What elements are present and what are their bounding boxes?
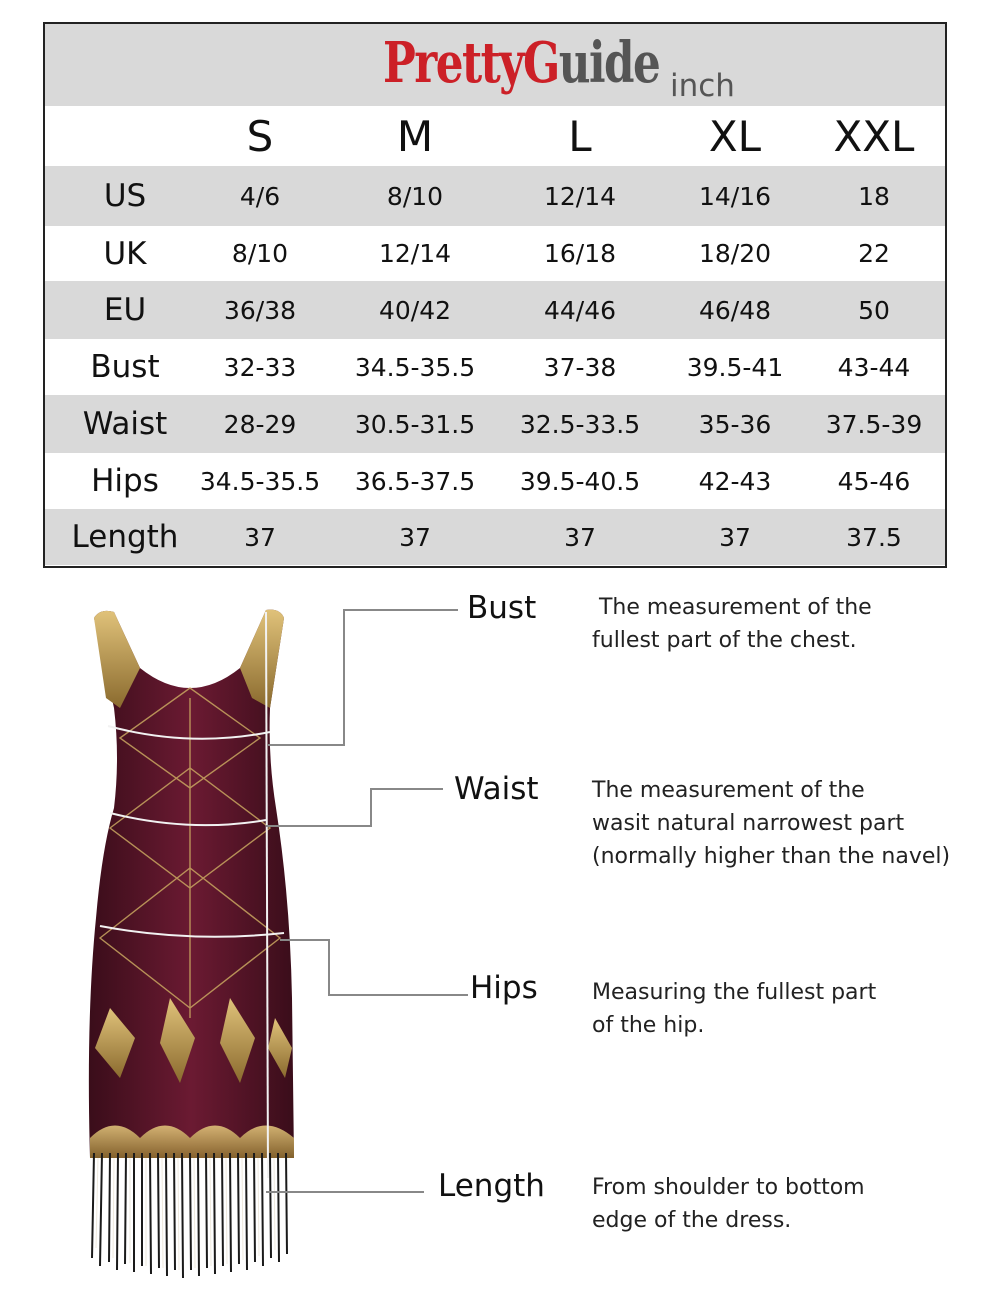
table-cell: 12/14 bbox=[543, 181, 617, 211]
table-cell: 12/14 bbox=[378, 239, 452, 268]
table-cell: 32.5-33.5 bbox=[519, 409, 641, 439]
hips-label: Hips bbox=[470, 970, 538, 1006]
table-cell: 34.5-35.5 bbox=[199, 466, 321, 496]
logo-uide: uide bbox=[558, 30, 660, 96]
table-cell: 14/16 bbox=[698, 181, 772, 211]
table-cell: 36/38 bbox=[223, 295, 297, 325]
table-cell: 46/48 bbox=[698, 295, 772, 325]
logo-pretty: Pretty bbox=[383, 30, 524, 96]
table-cell: 28-29 bbox=[223, 409, 297, 439]
hips-description: Measuring the fullest part of the hip. bbox=[592, 980, 877, 1038]
waist-label: Waist bbox=[454, 771, 539, 807]
size-header-cell: L bbox=[568, 111, 592, 161]
size-header-cell: XXL bbox=[833, 111, 915, 161]
table-cell: 37 bbox=[399, 522, 431, 552]
table-cell: 8/10 bbox=[386, 181, 444, 211]
size-header-cell: M bbox=[396, 111, 434, 161]
table-cell: 37.5-39 bbox=[825, 409, 923, 439]
table-cell: 39.5-40.5 bbox=[519, 466, 641, 496]
size-header-cell: S bbox=[246, 111, 274, 161]
table-cell: 36.5-37.5 bbox=[354, 466, 476, 496]
table-cell: 18/20 bbox=[698, 239, 772, 268]
table-cell: 37 bbox=[244, 522, 276, 552]
length-label: Length bbox=[438, 1168, 545, 1204]
table-cell: 50 bbox=[858, 295, 890, 325]
row-label: Bust bbox=[90, 349, 160, 385]
table-cell: 42-43 bbox=[698, 466, 772, 496]
table-cell: 39.5-41 bbox=[686, 352, 784, 382]
row-label: UK bbox=[103, 235, 147, 272]
unit-label: inch bbox=[670, 68, 735, 104]
table-cell: 37 bbox=[564, 522, 596, 552]
waist-description: The measurement of the wasit natural narrowest part (normally higher than the navel) bbox=[592, 778, 951, 869]
length-description: From shoulder to bottom edge of the dress. bbox=[592, 1175, 865, 1233]
logo-g: G bbox=[523, 30, 559, 96]
table-cell: 16/18 bbox=[543, 239, 617, 268]
table-cell: 37.5 bbox=[846, 522, 902, 552]
table-cell: 43-44 bbox=[837, 352, 911, 382]
row-label: Hips bbox=[91, 463, 159, 499]
bust-label: Bust bbox=[467, 590, 537, 626]
row-label: EU bbox=[103, 292, 147, 328]
size-header-cell: XL bbox=[708, 111, 762, 161]
row-label: Length bbox=[71, 519, 179, 555]
row-label: Waist bbox=[82, 406, 168, 442]
table-cell: 37-38 bbox=[543, 352, 617, 382]
table-cell: 8/10 bbox=[231, 239, 289, 268]
table-cell: 18 bbox=[858, 181, 890, 211]
table-cell: 22 bbox=[858, 239, 890, 268]
table-cell: 35-36 bbox=[698, 409, 772, 439]
table-cell: 45-46 bbox=[837, 466, 911, 496]
table-cell: 37 bbox=[719, 522, 751, 552]
table-cell: 30.5-31.5 bbox=[354, 409, 476, 439]
table-cell: 40/42 bbox=[378, 295, 452, 325]
table-cell: 32-33 bbox=[223, 352, 297, 382]
table-cell: 4/6 bbox=[239, 181, 281, 211]
bust-description: The measurement of the fullest part of the chest. bbox=[592, 595, 872, 653]
table-cell: 44/46 bbox=[543, 295, 617, 325]
row-label: US bbox=[103, 178, 147, 214]
table-cell: 34.5-35.5 bbox=[354, 352, 476, 382]
